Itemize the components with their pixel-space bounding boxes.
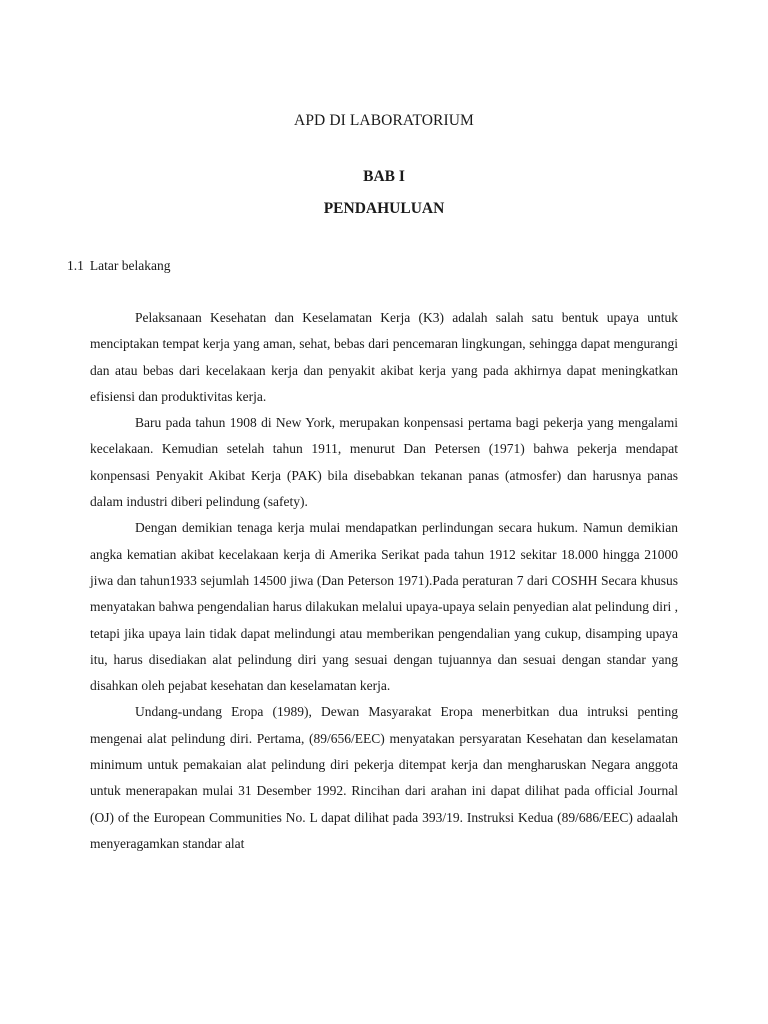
- section-heading: [67, 258, 170, 274]
- chapter-number: BAB I: [363, 168, 405, 185]
- section-number: 1.1: [67, 258, 84, 273]
- paragraph: Undang-undang Eropa (1989), Dewan Masyarakat Eropa menerbitkan dua intruksi penting mengenai alat pelindung diri. Pertama, (89/656/EEC) menyatakan persyaratan Kesehatan dan keselamatan minimum untuk pemakaian alat pelindung diri pekerja ditempat kerja dan mengharuskan Negara anggota untuk menerapakan mulai 31 Desember 1992. Rincihan dari arahan ini dapat dilihat pada official Journal (OJ) of the European Communities No. L dapat dilihat pada 393/19. Instruksi Kedua (89/686/EEC) adaalah menyeragamkan standar alat: [90, 704, 678, 851]
- body-text: [90, 305, 678, 857]
- document-title: APD DI LABORATORIUM: [294, 112, 474, 129]
- paragraph: Dengan demikian tenaga kerja mulai mendapatkan perlindungan secara hukum. Namun demikian angka kematian akibat kecelakaan kerja di Amerika Serikat pada tahun 1912 sekitar 18.000 hingga 21000 jiwa dan tahun1933 sejumlah 14500 jiwa (Dan Peterson 1971).Pada peraturan 7 dari COSHH Secara khusus menyatakan bahwa pengendalian harus dilakukan melalui upaya-upaya selain penyedian alat pelindung diri , tetapi jika upaya lain tidak dapat melindungi atau memberikan pengendalian yang cukup, disamping upaya itu, harus disediakan alat pelindung diri yang sesuai dengan tujuannya dan sesuai dengan standar yang disahkan oleh pejabat kesehatan dan keselamatan kerja.: [90, 520, 678, 694]
- paragraph: Pelaksanaan Kesehatan dan Keselamatan Kerja (K3) adalah salah satu bentuk upaya untuk menciptakan tempat kerja yang aman, sehat, bebas dari pencemaran lingkungan, sehingga dapat mengurangi dan atau bebas dari kecelakaan kerja dan penyakit akibat kerja yang pada akhirnya dapat meningkatkan efisiensi dan produktivitas kerja.: [90, 310, 678, 404]
- section-title: Latar belakang: [89, 258, 171, 273]
- paragraph: Baru pada tahun 1908 di New York, merupakan konpensasi pertama bagi pekerja yang mengalami kecelakaan. Kemudian setelah tahun 1911, menurut Dan Petersen (1971) bahwa pekerja mendapat konpensasi Penyakit Akibat Kerja (PAK) bila disebabkan tekanan panas (atmosfer) dan harusnya panas dalam industri diberi pelindung (safety).: [90, 415, 678, 510]
- chapter-title: PENDAHULUAN: [323, 200, 445, 217]
